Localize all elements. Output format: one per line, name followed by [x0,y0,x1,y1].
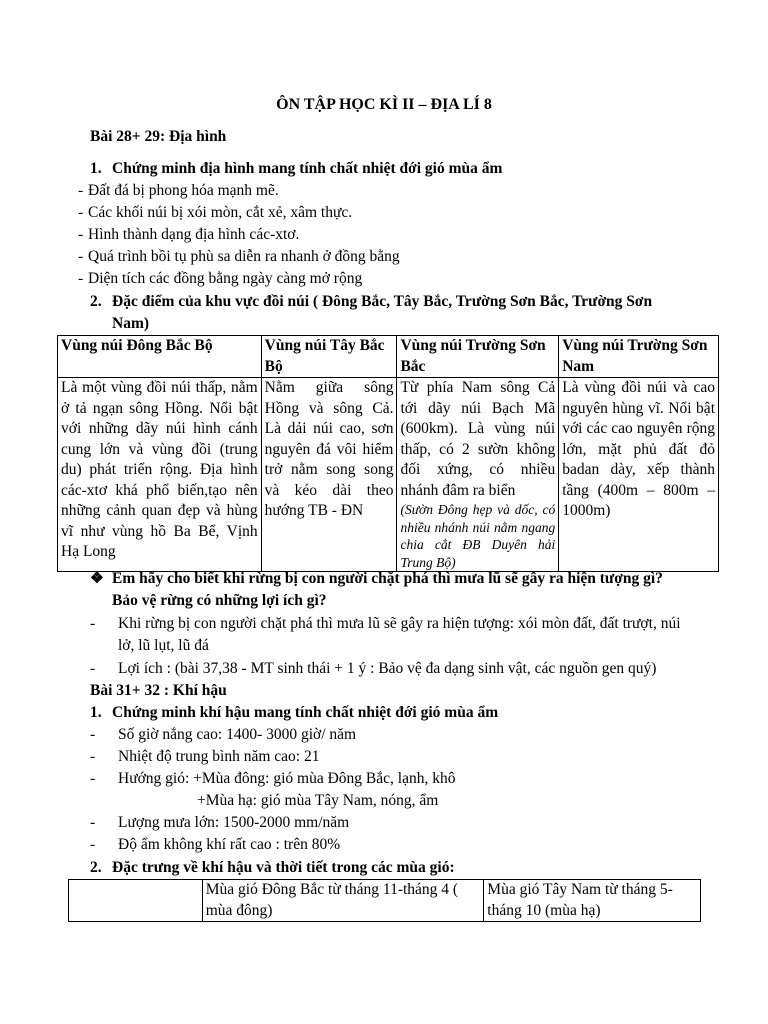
page-title: ÔN TẬP HỌC KÌ II – ĐỊA LÍ 8 [276,96,492,113]
table-header-cell: Mùa gió Đông Bắc từ tháng 11-tháng 4 ( mùa đông) [202,880,484,922]
table-header-cell: Vùng núi Trường Sơn Nam [559,336,719,378]
table-cell: Là một vùng đồi núi thấp, nằm ở tả ngạn sông Hồng. Nổi bật với những dãy núi hình cánh cung lớn và vùng đồi (trung du) phát triển rộng. Địa hình các-xtơ khá phổ biến,tạo nên những cảnh quan đẹp và hùng vĩ như vùng hồ Ba Bể, Vịnh Hạ Long [58,378,262,572]
table-header-cell: Vùng núi Trường Sơn Bắc [397,336,559,378]
list-item: - Đất đá bị phong hóa mạnh mẽ. [78,182,279,199]
question-line-continued: Bảo vệ rừng có những lợi ích gì? [112,592,327,609]
table-header-cell: Mùa gió Tây Nam từ tháng 5-tháng 10 (mùa hạ) [484,880,701,922]
mountain-regions-table [57,335,719,572]
monsoon-table [68,879,701,922]
list-item: - Diện tích các đồng bằng ngày càng mở rộng [78,270,363,287]
list-item: - Quá trình bồi tụ phù sa diễn ra nhanh ở đồng bằng [78,248,400,265]
question-heading: 1. Chứng minh khí hậu mang tính chất nhiệt đới gió mùa ẩm [90,704,499,721]
table-cell: Từ phía Nam sông Cả tới dãy núi Bạch Mã (600km). Là vùng núi thấp, có 2 sườn không đối xứng, có nhiều nhánh đâm ra biển (Sườn Đông hẹp và dốc, có nhiều nhánh núi nằm ngang chia cắt ĐB Duyên hải Trung Bộ) [397,378,559,572]
list-item: - Lợi ích : (bài 37,38 - MT sinh thái + 1 ý : Bảo vệ đa dạng sinh vật, các nguồn gen quý) [90,660,657,677]
question-heading-continued: Nam) [112,315,150,332]
list-item: - Số giờ nắng cao: 1400- 3000 giờ/ năm [90,726,357,743]
question-line: ❖ Em hãy cho biết khi rừng bị con người chặt phá thì mưa lũ sẽ gây ra hiện tượng gì? [90,568,663,590]
table-header-cell: Vùng núi Đông Bắc Bộ [58,336,262,378]
lesson-heading: Bài 31+ 32 : Khí hậu [90,682,227,699]
table-row [58,378,719,572]
table-header-row [69,880,701,922]
question-heading: 1. Chứng minh địa hình mang tính chất nhiệt đới gió mùa ẩm [90,160,503,177]
list-item-continued: lở, lũ lụt, lũ đá [118,637,209,654]
table-header-row [58,336,719,378]
list-item: - Khi rừng bị con người chặt phá thì mưa lũ sẽ gây ra hiện tượng: xói mòn đất, đất trượt, núi [90,615,681,632]
table-cell: Là vùng đồi núi và cao nguyên hùng vĩ. Nổi bật với các cao nguyên rộng lớn, mặt phủ đất đỏ badan dày, xếp thành tầng (400m – 800m – 1000m) [559,378,719,572]
list-item: - Hướng gió: +Mùa đông: gió mùa Đông Bắc, lạnh, khô [90,770,456,787]
list-item: - Nhiệt độ trung bình năm cao: 21 [90,748,320,765]
list-item: - Độ ẩm không khí rất cao : trên 80% [90,836,341,853]
list-item: - Các khối núi bị xói mòn, cắt xẻ, xâm thực. [78,204,353,221]
table-header-cell: Vùng núi Tây Bắc Bộ [261,336,397,378]
question-heading: 2. Đặc trưng về khí hậu và thời tiết trong các mùa gió: [90,859,455,876]
table-cell: Nằm giữa sông Hồng và sông Cả. Là dải núi cao, sơn nguyên đá vôi hiểm trở nằm song song và kéo dài theo hướng TB - ĐN [261,378,397,572]
list-item: - Hình thành dạng địa hình các-xtơ. [78,226,300,243]
table-header-cell [69,880,203,922]
list-item-continued: +Mùa hạ: gió mùa Tây Nam, nóng, ẩm [197,792,439,809]
table-note: (Sườn Đông hẹp và dốc, có nhiều nhánh núi nằm ngang chia cắt ĐB Duyên hải Trung Bộ) [400,502,556,570]
question-heading: 2. Đặc điểm của khu vực đồi núi ( Đông Bắc, Tây Bắc, Trường Sơn Bắc, Trường Sơn [90,293,653,310]
diamond-bullet-icon: ❖ [90,570,104,587]
lesson-heading: Bài 28+ 29: Địa hình [90,128,227,145]
list-item: - Lượng mưa lớn: 1500-2000 mm/năm [90,814,350,831]
